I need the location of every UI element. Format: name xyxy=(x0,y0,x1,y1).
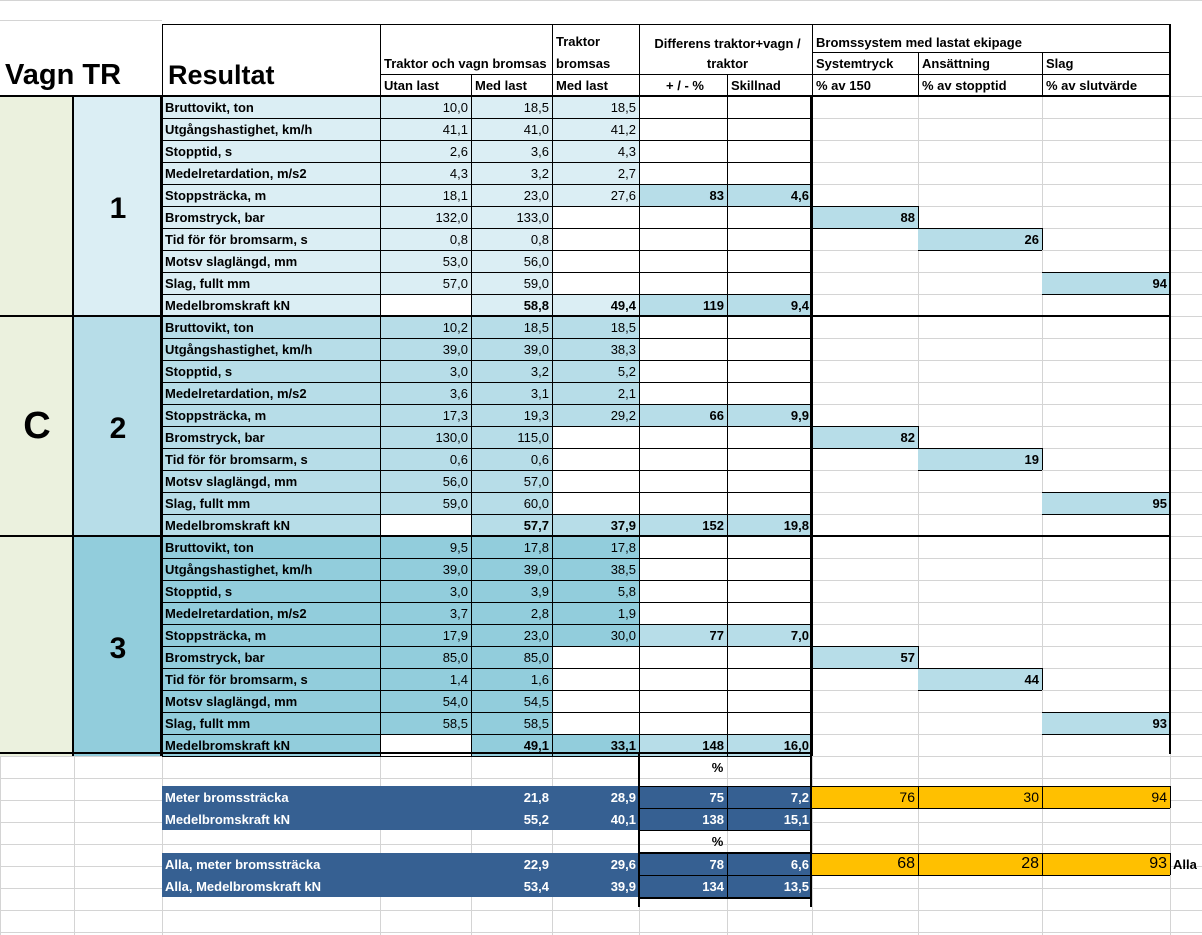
border-line xyxy=(812,808,1170,809)
diff-pct-value[interactable] xyxy=(639,602,727,624)
row-label[interactable]: Tid för för bromsarm, s xyxy=(165,231,308,247)
row-label[interactable]: Stopptid, s xyxy=(165,363,233,379)
traktor-value[interactable]: 27,6 xyxy=(610,187,636,203)
traktor-value[interactable]: 37,9 xyxy=(610,517,636,533)
diff-pct-value[interactable] xyxy=(639,668,727,690)
utan-last-value[interactable]: 132,0 xyxy=(435,209,468,225)
med-last-value[interactable]: 3,9 xyxy=(530,583,549,599)
utan-last-value[interactable]: 0,6 xyxy=(449,451,468,467)
group-letter[interactable]: C xyxy=(23,405,51,447)
med-last-value[interactable]: 19,3 xyxy=(523,407,549,423)
border-line xyxy=(162,24,1170,25)
skillnad-value[interactable] xyxy=(727,96,812,118)
diff-pct-value[interactable] xyxy=(639,492,727,514)
med-last-value[interactable]: 3,2 xyxy=(530,165,549,181)
slag-value[interactable]: 95 xyxy=(1152,495,1167,511)
gridline xyxy=(0,844,1202,845)
header-diff-2[interactable]: traktor xyxy=(706,55,749,71)
utan-last-value[interactable]: 3,0 xyxy=(449,363,468,379)
header-avstopptid[interactable]: % av stopptid xyxy=(922,78,1007,93)
gridline xyxy=(0,778,1202,779)
utan-last-value[interactable]: 18,1 xyxy=(442,187,468,203)
skillnad-value[interactable] xyxy=(727,162,812,184)
header-plusminus[interactable]: + / - % xyxy=(666,78,704,93)
med-last-value[interactable]: 3,2 xyxy=(530,363,549,379)
med-last-value[interactable]: 1,6 xyxy=(530,671,549,687)
traktor-value[interactable] xyxy=(552,250,639,272)
summary-systemtryck[interactable]: 76 xyxy=(899,789,915,805)
row-label[interactable]: Bromstryck, bar xyxy=(165,649,265,665)
med-last-value[interactable]: 0,8 xyxy=(530,231,549,247)
border-line xyxy=(1170,786,1171,808)
med-last-value[interactable]: 54,5 xyxy=(523,693,549,709)
row-label[interactable]: Stopptid, s xyxy=(165,143,233,159)
diff-pct-value[interactable] xyxy=(639,96,727,118)
utan-last-value[interactable]: 3,6 xyxy=(449,385,468,401)
border-line xyxy=(639,897,812,899)
diff-pct-value[interactable] xyxy=(639,536,727,558)
traktor-value[interactable]: 38,3 xyxy=(610,341,636,357)
border-line xyxy=(918,646,919,668)
border-line xyxy=(812,875,1170,876)
med-last-value[interactable]: 58,5 xyxy=(523,715,549,731)
summary-pct-value[interactable]: 78 xyxy=(709,856,724,872)
utan-last-value[interactable]: 1,4 xyxy=(449,671,468,687)
utan-last-value[interactable]: 10,2 xyxy=(442,319,468,335)
summary-slag[interactable]: 93 xyxy=(1149,855,1167,872)
med-last-value[interactable]: 0,6 xyxy=(530,451,549,467)
border-line xyxy=(1169,24,1171,754)
utan-last-value[interactable]: 17,9 xyxy=(442,627,468,643)
traktor-value[interactable]: 5,8 xyxy=(617,583,636,599)
utan-last-value[interactable]: 3,0 xyxy=(449,583,468,599)
skillnad-value[interactable] xyxy=(727,360,812,382)
diff-pct-value[interactable] xyxy=(639,118,727,140)
utan-last-value[interactable]: 85,0 xyxy=(442,649,468,665)
header-systemtryck[interactable]: Systemtryck xyxy=(816,56,894,71)
skillnad-value[interactable] xyxy=(727,272,812,294)
utan-last-value[interactable]: 4,3 xyxy=(449,165,468,181)
skillnad-value[interactable]: 9,4 xyxy=(790,297,809,313)
diff-pct-value[interactable]: 77 xyxy=(709,627,724,643)
utan-last-value[interactable]: 9,5 xyxy=(449,539,468,555)
utan-last-value[interactable]: 54,0 xyxy=(442,693,468,709)
summary-med-value[interactable]: 22,9 xyxy=(523,856,549,872)
row-label[interactable]: Medelretardation, m/s2 xyxy=(165,165,307,181)
utan-last-value[interactable]: 2,6 xyxy=(449,143,468,159)
summary-skillnad-value[interactable]: 15,1 xyxy=(783,811,809,827)
med-last-value[interactable]: 17,8 xyxy=(523,539,549,555)
diff-pct-value[interactable] xyxy=(639,580,727,602)
row-label[interactable]: Tid för för bromsarm, s xyxy=(165,451,308,467)
med-last-value[interactable]: 39,0 xyxy=(523,341,549,357)
skillnad-value[interactable] xyxy=(727,690,812,712)
border-line xyxy=(812,448,918,449)
diff-pct-value[interactable] xyxy=(639,228,727,250)
row-label[interactable]: Medelbromskraft kN xyxy=(165,297,290,313)
summary-label[interactable]: Alla, Medelbromskraft kN xyxy=(165,878,322,894)
row-label[interactable]: Medelretardation, m/s2 xyxy=(165,605,307,621)
slag-value[interactable]: 93 xyxy=(1152,715,1167,731)
summary-pct-value[interactable]: 138 xyxy=(702,811,724,827)
summary-skillnad-value[interactable]: 13,5 xyxy=(783,878,809,894)
summary-pct-value[interactable]: 75 xyxy=(709,789,724,805)
row-label[interactable]: Motsv slaglängd, mm xyxy=(165,253,298,269)
utan-last-value[interactable]: 53,0 xyxy=(442,253,468,269)
summary-label[interactable]: Alla, meter bromssträcka xyxy=(165,856,321,872)
skillnad-value[interactable] xyxy=(727,426,812,448)
border-line xyxy=(162,24,163,96)
utan-last-value[interactable] xyxy=(380,294,471,316)
summary-traktor-value[interactable]: 29,6 xyxy=(610,856,636,872)
med-last-value[interactable]: 57,0 xyxy=(523,473,549,489)
summary-pct-value[interactable]: 134 xyxy=(702,878,724,894)
diff-pct-value[interactable] xyxy=(639,316,727,338)
skillnad-value[interactable] xyxy=(727,536,812,558)
row-label[interactable]: Bromstryck, bar xyxy=(165,429,265,445)
skillnad-value[interactable] xyxy=(727,140,812,162)
utan-last-value[interactable]: 41,1 xyxy=(442,121,468,137)
systemtryck-value[interactable]: 82 xyxy=(900,429,915,445)
row-label[interactable]: Slag, fullt mm xyxy=(165,275,251,291)
med-last-value[interactable]: 2,8 xyxy=(530,605,549,621)
summary-med-value[interactable]: 55,2 xyxy=(523,811,549,827)
med-last-value[interactable]: 57,7 xyxy=(523,517,549,533)
row-label[interactable]: Utgångshastighet, km/h xyxy=(165,341,313,357)
summary-systemtryck[interactable]: 68 xyxy=(897,855,915,872)
traktor-value[interactable]: 2,1 xyxy=(617,385,636,401)
ansattning-value[interactable]: 26 xyxy=(1024,231,1039,247)
utan-last-value[interactable]: 57,0 xyxy=(442,275,468,291)
med-last-value[interactable]: 39,0 xyxy=(523,561,549,577)
utan-last-value[interactable]: 130,0 xyxy=(435,429,468,445)
utan-last-value[interactable]: 3,7 xyxy=(449,605,468,621)
diff-pct-value[interactable]: 152 xyxy=(702,517,724,533)
row-label[interactable]: Medelbromskraft kN xyxy=(165,517,290,533)
skillnad-value[interactable]: 7,0 xyxy=(790,627,809,643)
diff-pct-value[interactable] xyxy=(639,140,727,162)
diff-pct-value[interactable] xyxy=(639,162,727,184)
summary-traktor-value[interactable]: 39,9 xyxy=(610,878,636,894)
border-line xyxy=(1042,228,1043,250)
skillnad-value[interactable] xyxy=(727,250,812,272)
header-med-last[interactable]: Med last xyxy=(475,78,528,93)
summary-skillnad-value[interactable]: 6,6 xyxy=(790,856,809,872)
diff-pct-value[interactable]: 148 xyxy=(702,737,724,753)
diff-pct-value[interactable]: 83 xyxy=(709,187,724,203)
traktor-value[interactable] xyxy=(552,448,639,470)
summary-label[interactable]: Medelbromskraft kN xyxy=(165,811,290,827)
summary-ansattning[interactable]: 30 xyxy=(1023,789,1039,805)
diff-pct-value[interactable] xyxy=(639,250,727,272)
row-label[interactable]: Motsv slaglängd, mm xyxy=(165,693,298,709)
med-last-value[interactable]: 60,0 xyxy=(523,495,549,511)
traktor-value[interactable] xyxy=(552,712,639,734)
diff-pct-value[interactable] xyxy=(639,206,727,228)
traktor-value[interactable] xyxy=(552,668,639,690)
row-label[interactable]: Medelbromskraft kN xyxy=(165,737,290,753)
utan-last-value[interactable] xyxy=(380,734,471,756)
skillnad-value[interactable]: 19,8 xyxy=(783,517,809,533)
med-last-value[interactable]: 133,0 xyxy=(516,209,549,225)
summary-med-value[interactable]: 53,4 xyxy=(523,878,549,894)
header-skillnad[interactable]: Skillnad xyxy=(731,78,781,93)
row-label[interactable]: Bromstryck, bar xyxy=(165,209,265,225)
block-number[interactable]: 3 xyxy=(109,632,127,665)
skillnad-value[interactable] xyxy=(727,206,812,228)
row-label[interactable]: Slag, fullt mm xyxy=(165,495,251,511)
skillnad-value[interactable] xyxy=(727,580,812,602)
skillnad-value[interactable] xyxy=(727,712,812,734)
row-label[interactable]: Stoppsträcka, m xyxy=(165,407,267,423)
traktor-value[interactable] xyxy=(552,646,639,668)
skillnad-value[interactable]: 16,0 xyxy=(783,737,809,753)
med-last-value[interactable]: 23,0 xyxy=(523,627,549,643)
row-label[interactable]: Tid för för bromsarm, s xyxy=(165,671,308,687)
traktor-value[interactable]: 30,0 xyxy=(610,627,636,643)
med-last-value[interactable]: 18,5 xyxy=(523,99,549,115)
diff-pct-value[interactable] xyxy=(639,382,727,404)
summary-ansattning[interactable]: 28 xyxy=(1021,855,1039,872)
med-last-value[interactable]: 3,1 xyxy=(530,385,549,401)
skillnad-value[interactable] xyxy=(727,558,812,580)
skillnad-value[interactable]: 9,9 xyxy=(790,407,809,423)
utan-last-value[interactable]: 39,0 xyxy=(442,341,468,357)
header-utan-last[interactable]: Utan last xyxy=(384,78,439,93)
skillnad-value[interactable] xyxy=(727,338,812,360)
utan-last-value[interactable]: 10,0 xyxy=(442,99,468,115)
ansattning-value[interactable]: 44 xyxy=(1024,671,1039,687)
border-line xyxy=(918,250,1042,251)
summary-pct-label[interactable]: % xyxy=(711,759,724,775)
diff-pct-value[interactable] xyxy=(639,360,727,382)
row-label[interactable]: Medelretardation, m/s2 xyxy=(165,385,307,401)
row-label[interactable]: Bruttovikt, ton xyxy=(165,99,254,115)
traktor-value[interactable] xyxy=(552,470,639,492)
vagn-title[interactable]: Vagn TR xyxy=(5,58,122,91)
traktor-value[interactable]: 33,1 xyxy=(610,737,636,753)
traktor-value[interactable] xyxy=(552,492,639,514)
border-line xyxy=(812,228,918,229)
row-label[interactable]: Bruttovikt, ton xyxy=(165,319,254,335)
skillnad-value[interactable] xyxy=(727,668,812,690)
med-last-value[interactable]: 85,0 xyxy=(523,649,549,665)
traktor-value[interactable] xyxy=(552,690,639,712)
diff-pct-value[interactable] xyxy=(639,558,727,580)
traktor-value[interactable]: 18,5 xyxy=(610,99,636,115)
block-number[interactable]: 2 xyxy=(109,412,127,445)
traktor-value[interactable] xyxy=(552,272,639,294)
med-last-value[interactable]: 115,0 xyxy=(517,429,549,445)
med-last-value[interactable]: 3,6 xyxy=(530,143,549,159)
header-traktor[interactable]: Traktor xyxy=(556,33,601,49)
gridline xyxy=(0,0,1202,1)
border-line xyxy=(1042,514,1170,515)
border-line xyxy=(1042,448,1043,470)
header-bromsas[interactable]: bromsas xyxy=(556,55,611,71)
traktor-value[interactable] xyxy=(552,426,639,448)
traktor-value[interactable] xyxy=(552,228,639,250)
systemtryck-value[interactable]: 57 xyxy=(900,649,915,665)
traktor-value[interactable]: 17,8 xyxy=(610,539,636,555)
gridline xyxy=(0,932,1202,933)
row-label[interactable]: Stoppsträcka, m xyxy=(165,187,267,203)
diff-pct-value[interactable] xyxy=(639,646,727,668)
border-line xyxy=(1042,734,1170,735)
diff-pct-value[interactable] xyxy=(639,448,727,470)
slag-value[interactable]: 94 xyxy=(1152,275,1167,291)
skillnad-value[interactable] xyxy=(727,602,812,624)
skillnad-value[interactable] xyxy=(727,470,812,492)
row-label[interactable]: Slag, fullt mm xyxy=(165,715,251,731)
utan-last-value[interactable]: 39,0 xyxy=(442,561,468,577)
summary-slag[interactable]: 94 xyxy=(1151,789,1167,805)
summary-skillnad-value[interactable]: 7,2 xyxy=(790,789,809,805)
skillnad-value[interactable] xyxy=(727,316,812,338)
med-last-value[interactable]: 58,8 xyxy=(523,297,549,313)
traktor-value[interactable]: 18,5 xyxy=(610,319,636,335)
utan-last-value[interactable] xyxy=(380,514,471,536)
traktor-value[interactable]: 1,9 xyxy=(617,605,636,621)
med-last-value[interactable]: 41,0 xyxy=(523,121,549,137)
diff-pct-value[interactable]: 66 xyxy=(709,407,724,423)
traktor-value[interactable]: 4,3 xyxy=(617,143,636,159)
summary-pct-label[interactable]: % xyxy=(711,834,724,849)
header-traktor-vagn[interactable]: Traktor och vagn bromsas xyxy=(384,55,547,71)
border-line xyxy=(918,690,1042,691)
header-diff-1[interactable]: Differens traktor+vagn / xyxy=(654,35,801,51)
skillnad-value[interactable]: 4,6 xyxy=(790,187,809,203)
traktor-value[interactable]: 29,2 xyxy=(610,407,636,423)
row-label[interactable]: Utgångshastighet, km/h xyxy=(165,561,313,577)
summary-label[interactable]: Meter bromssträcka xyxy=(165,789,289,805)
border-line xyxy=(812,668,918,669)
diff-pct-value[interactable] xyxy=(639,470,727,492)
row-label[interactable]: Bruttovikt, ton xyxy=(165,539,254,555)
gridline xyxy=(0,20,162,21)
border-line xyxy=(918,426,919,448)
utan-last-value[interactable]: 17,3 xyxy=(442,407,468,423)
skillnad-value[interactable] xyxy=(727,382,812,404)
diff-pct-value[interactable]: 119 xyxy=(703,297,724,313)
utan-last-value[interactable]: 0,8 xyxy=(449,231,468,247)
diff-pct-value[interactable] xyxy=(639,272,727,294)
utan-last-value[interactable]: 56,0 xyxy=(442,473,468,489)
skillnad-value[interactable] xyxy=(727,448,812,470)
med-last-value[interactable]: 23,0 xyxy=(523,187,549,203)
summary-traktor-value[interactable]: 28,9 xyxy=(610,789,636,805)
traktor-value[interactable]: 2,7 xyxy=(617,165,636,181)
traktor-value[interactable]: 49,4 xyxy=(610,297,636,313)
traktor-value[interactable] xyxy=(552,206,639,228)
header-slag[interactable]: Slag xyxy=(1046,56,1074,71)
block-number[interactable]: 1 xyxy=(109,192,127,225)
row-label[interactable]: Stopptid, s xyxy=(165,583,233,599)
skillnad-value[interactable] xyxy=(727,118,812,140)
resultat-title[interactable]: Resultat xyxy=(168,59,275,90)
skillnad-value[interactable] xyxy=(727,646,812,668)
border-line xyxy=(1042,294,1170,295)
summary-med-value[interactable]: 21,8 xyxy=(523,789,549,805)
header-ansattning[interactable]: Ansättning xyxy=(922,56,990,71)
header-bromssystem[interactable]: Bromssystem med lastat ekipage xyxy=(816,35,1022,50)
diff-pct-value[interactable] xyxy=(639,690,727,712)
traktor-value[interactable]: 38,5 xyxy=(610,561,636,577)
traktor-value[interactable]: 41,2 xyxy=(610,121,636,137)
skillnad-value[interactable] xyxy=(727,492,812,514)
row-label[interactable]: Stoppsträcka, m xyxy=(165,627,267,643)
ansattning-value[interactable]: 19 xyxy=(1024,451,1039,467)
med-last-value[interactable]: 49,1 xyxy=(523,737,549,753)
gridline xyxy=(0,910,1202,911)
border-line xyxy=(1042,668,1043,690)
diff-pct-value[interactable] xyxy=(639,338,727,360)
diff-pct-value[interactable] xyxy=(639,426,727,448)
border-line xyxy=(918,206,919,228)
skillnad-value[interactable] xyxy=(727,228,812,250)
header-avslutvarde[interactable]: % av slutvärde xyxy=(1046,78,1138,93)
border-line xyxy=(918,470,1042,471)
utan-last-value[interactable]: 59,0 xyxy=(442,495,468,511)
med-last-value[interactable]: 18,5 xyxy=(523,319,549,335)
med-last-value[interactable]: 56,0 xyxy=(523,253,549,269)
diff-pct-value[interactable] xyxy=(639,712,727,734)
row-label[interactable]: Motsv slaglängd, mm xyxy=(165,473,298,489)
row-label[interactable]: Utgångshastighet, km/h xyxy=(165,121,313,137)
med-last-value[interactable]: 59,0 xyxy=(523,275,549,291)
utan-last-value[interactable]: 58,5 xyxy=(442,715,468,731)
header-av150[interactable]: % av 150 xyxy=(816,78,871,93)
header-med-last-traktor[interactable]: Med last xyxy=(556,78,609,93)
alla-label[interactable]: Alla xyxy=(1173,856,1197,872)
summary-traktor-value[interactable]: 40,1 xyxy=(610,811,636,827)
systemtryck-value[interactable]: 88 xyxy=(900,209,915,225)
traktor-value[interactable]: 5,2 xyxy=(617,363,636,379)
